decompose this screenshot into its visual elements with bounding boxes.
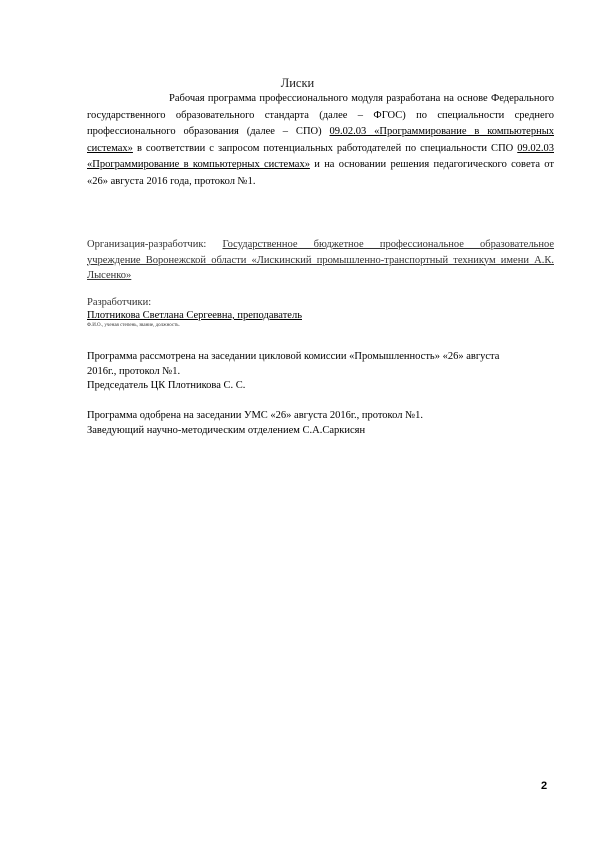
organization-paragraph xyxy=(87,237,554,284)
review-line-3: Председатель ЦК Плотникова С. С. xyxy=(87,380,246,391)
page-number: 2 xyxy=(541,780,548,792)
intro-text-1: Рабочая программа профессионального модуля разработана на основе Федерального государственного образовательного стандарта (далее – ФГОС) по специальности среднего профессионального образования (далее – СПО) xyxy=(87,93,554,137)
developer-caption: Ф.И.О., ученая степень, звание, должность. xyxy=(87,323,180,328)
review-line-2: 2016г., протокол №1. xyxy=(87,365,181,377)
organization-name: Государственное бюджетное профессиональное образовательное учреждение Воронежской области «Лискинский промышленно-транспортный техникум имени А.К. Лысенко» xyxy=(87,239,555,281)
intro-paragraph xyxy=(87,91,554,190)
approval-line-2: Заведующий научно-методическим отделением С.А.Саркисян xyxy=(87,424,366,436)
intro-text-3: и на основании решения педагогического совета от «26» августа 2016 года, протокол №1. xyxy=(87,159,555,187)
developer-name: Плотникова Светлана Сергеевна, преподаватель xyxy=(87,310,302,321)
specialty-link-2: 09.02.03 «Программирование в компьютерных системах» xyxy=(87,142,554,170)
specialty-link-1: 09.02.03 «Программирование в компьютерных системах» xyxy=(87,126,555,154)
city-heading: Лиски xyxy=(280,76,315,90)
developers-heading: Разработчики: xyxy=(87,297,152,308)
intro-text-2: в соответствии с запросом потенциальных работодателей по специальности СПО xyxy=(132,142,518,154)
review-line-1: Программа рассмотрена на заседании цикловой комиссии «Промышленность» «26» августа xyxy=(87,351,500,362)
review-block xyxy=(87,350,554,394)
approval-line-1: Программа одобрена на заседании УМС «26» августа 2016г., протокол №1. xyxy=(87,410,423,421)
approval-block xyxy=(87,409,554,438)
organization-label: Организация-разработчик: xyxy=(87,239,223,250)
